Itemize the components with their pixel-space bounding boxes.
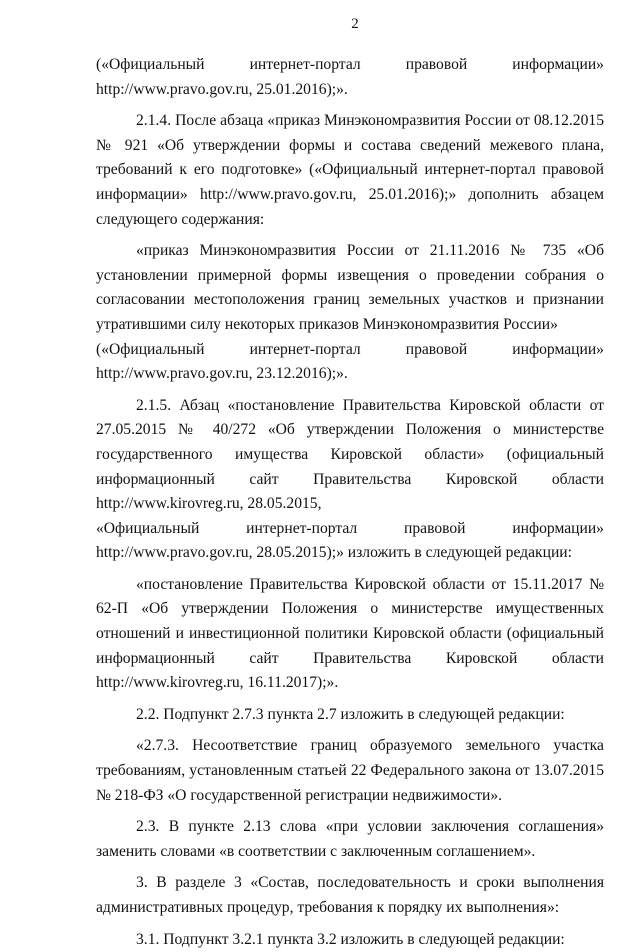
word: интернет-портал (249, 56, 361, 73)
justified-line (96, 338, 604, 363)
paragraph-text: «приказ Минэкономразвития России от 21.11.2016 № 735 «Об установлении примерной формы извещения о проведении собрания о согласовании местоположения границ земельных участков и признании утратившими силу некоторых приказов Минэкономразвития России» (96, 242, 604, 333)
word: информации» (512, 340, 604, 358)
word: участка (553, 737, 604, 755)
word: информации» (512, 56, 604, 73)
word: образуемого (369, 737, 453, 755)
paragraph-text: требованиям, установленным статьей 22 Федерального закона от 13.07.2015 № 218-ФЗ «О государственной регистрации недвижимости». (96, 762, 604, 804)
paragraph-3-1: 3.1. Подпункт 3.2.1 пункта 3.2 изложить в следующей редакции: (136, 930, 565, 948)
paragraph-2-2: 2.2. Подпункт 2.7.3 пункта 2.7 изложить в следующей редакции: (136, 705, 565, 723)
word: «2.7.3. (136, 737, 179, 755)
word: границ (310, 737, 357, 755)
word: («Официальный (96, 56, 205, 73)
paragraph-continuation (96, 53, 604, 102)
word: («Официальный (96, 340, 205, 358)
justified-line (96, 53, 604, 78)
paragraph-2-1-4: 2.1.4. После абзаца «приказ Минэкономразвития России от 08.12.2015 № 921 «Об утверждении формы и состава сведений межевого плана, требований к его подготовке» («Официальный интернет-портал правовой информации» http://www.pravo.gov.ru, 25.01.2016);» дополнить абзацем следующего содержания: (96, 112, 604, 228)
paragraph-3: 3. В разделе 3 «Состав, последовательность и сроки выполнения административных процедур, требования к порядку их выполнения»: (96, 874, 604, 916)
paragraph-text: 2.1.5. Абзац «постановление Правительства Кировской области от 27.05.2015 № 40/272 «Об утверждении Положения о министерстве государственного имущества Кировской области» (официальный информационный сайт Правительства Кировской области http://www.kirovreg.ru, 28.05.2015, (96, 396, 604, 513)
paragraph-quoted-resolution: «постановление Правительства Кировской области от 15.11.2017 № 62-П «Об утверждении Положения о министерстве имущественных отношений и инвестиционной политики Кировской области (официальный информационный сайт Правительства Кировской области http://www.kirovreg.ru, 16.11.2017);». (96, 575, 604, 692)
word: правовой (404, 519, 466, 537)
word: правовой (405, 56, 468, 73)
text-line: http://www.pravo.gov.ru, 25.01.2016);». (96, 80, 348, 98)
paragraph-quoted-order (96, 239, 604, 387)
justified-line (96, 734, 604, 759)
page-number: 2 (351, 16, 359, 32)
word: Несоответствие (192, 737, 298, 755)
paragraph-2-3: 2.3. В пункте 2.13 слова «при условии заключения соглашения» заменить словами «в соответствии с заключенным соглашением». (96, 818, 604, 860)
word: земельного (465, 737, 541, 755)
word: правовой (405, 340, 468, 358)
text-line: http://www.pravo.gov.ru, 28.05.2015);» изложить в следующей редакции: (96, 544, 572, 562)
paragraph-2-7-3 (96, 734, 604, 808)
text-line: http://www.pravo.gov.ru, 23.12.2016);». (96, 365, 348, 383)
word: интернет-портал (249, 340, 361, 358)
word: информации» (512, 519, 604, 537)
paragraph-2-1-5 (96, 394, 604, 566)
justified-line (96, 517, 604, 542)
word: «Официальный (96, 519, 200, 537)
word: интернет-портал (246, 519, 358, 537)
